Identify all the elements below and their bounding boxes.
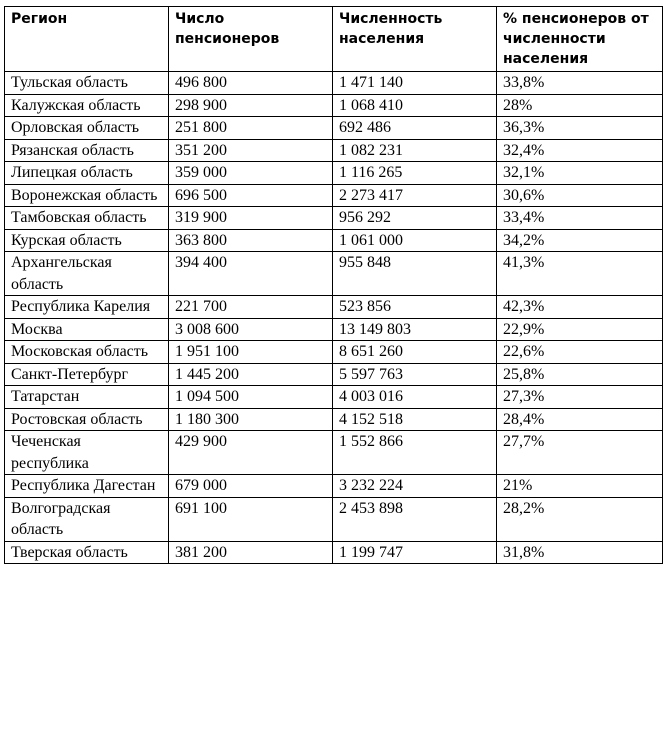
table-header (5, 7, 663, 72)
cell-pensioners: 394 400 (169, 252, 333, 296)
table-row (5, 497, 663, 541)
cell-pensioners: 351 200 (169, 139, 333, 162)
cell-pensioners: 1 180 300 (169, 408, 333, 431)
table-row (5, 541, 663, 564)
cell-pensioners: 3 008 600 (169, 318, 333, 341)
cell-percent: 34,2% (497, 229, 663, 252)
table-row (5, 72, 663, 95)
table-row (5, 162, 663, 185)
table-row (5, 296, 663, 319)
cell-percent: 32,4% (497, 139, 663, 162)
cell-pensioners: 221 700 (169, 296, 333, 319)
cell-region: Ростовская область (5, 408, 169, 431)
header-row (5, 7, 663, 72)
cell-population: 1 068 410 (333, 94, 497, 117)
cell-percent: 33,4% (497, 207, 663, 230)
cell-pensioners: 696 500 (169, 184, 333, 207)
cell-population: 956 292 (333, 207, 497, 230)
cell-percent: 41,3% (497, 252, 663, 296)
header-pensioners: Число пенсионеров (169, 7, 333, 72)
pensioners-table (4, 6, 663, 564)
cell-pensioners: 381 200 (169, 541, 333, 564)
cell-region: Тверская область (5, 541, 169, 564)
cell-region: Татарстан (5, 386, 169, 409)
table-row (5, 408, 663, 431)
cell-region: Республика Карелия (5, 296, 169, 319)
cell-population: 955 848 (333, 252, 497, 296)
cell-percent: 21% (497, 475, 663, 498)
cell-percent: 31,8% (497, 541, 663, 564)
cell-pensioners: 319 900 (169, 207, 333, 230)
cell-population: 1 082 231 (333, 139, 497, 162)
cell-percent: 27,7% (497, 431, 663, 475)
cell-pensioners: 1 951 100 (169, 341, 333, 364)
cell-percent: 22,6% (497, 341, 663, 364)
table-row (5, 431, 663, 475)
cell-percent: 30,6% (497, 184, 663, 207)
table-body (5, 72, 663, 564)
cell-region: Рязанская область (5, 139, 169, 162)
cell-pensioners: 1 445 200 (169, 363, 333, 386)
cell-region: Санкт-Петербург (5, 363, 169, 386)
cell-percent: 25,8% (497, 363, 663, 386)
table-row (5, 94, 663, 117)
cell-percent: 42,3% (497, 296, 663, 319)
cell-population: 1 116 265 (333, 162, 497, 185)
cell-population: 4 152 518 (333, 408, 497, 431)
cell-population: 8 651 260 (333, 341, 497, 364)
cell-region: Тульская область (5, 72, 169, 95)
cell-population: 523 856 (333, 296, 497, 319)
table-row (5, 318, 663, 341)
table-row (5, 363, 663, 386)
cell-region: Тамбовская область (5, 207, 169, 230)
cell-percent: 33,8% (497, 72, 663, 95)
table-row (5, 475, 663, 498)
cell-population: 1 199 747 (333, 541, 497, 564)
table-row (5, 207, 663, 230)
cell-percent: 28,2% (497, 497, 663, 541)
cell-population: 1 061 000 (333, 229, 497, 252)
cell-region: Московская область (5, 341, 169, 364)
cell-percent: 32,1% (497, 162, 663, 185)
table-row (5, 386, 663, 409)
table-row (5, 229, 663, 252)
cell-percent: 22,9% (497, 318, 663, 341)
cell-region: Республика Дагестан (5, 475, 169, 498)
cell-pensioners: 298 900 (169, 94, 333, 117)
cell-percent: 28,4% (497, 408, 663, 431)
cell-region: Москва (5, 318, 169, 341)
cell-region: Липецкая область (5, 162, 169, 185)
cell-pensioners: 363 800 (169, 229, 333, 252)
cell-pensioners: 251 800 (169, 117, 333, 140)
cell-population: 5 597 763 (333, 363, 497, 386)
cell-region: Орловская область (5, 117, 169, 140)
cell-population: 692 486 (333, 117, 497, 140)
cell-population: 1 552 866 (333, 431, 497, 475)
table-row (5, 252, 663, 296)
cell-pensioners: 691 100 (169, 497, 333, 541)
cell-population: 1 471 140 (333, 72, 497, 95)
cell-percent: 36,3% (497, 117, 663, 140)
cell-pensioners: 679 000 (169, 475, 333, 498)
cell-pensioners: 496 800 (169, 72, 333, 95)
cell-percent: 27,3% (497, 386, 663, 409)
cell-region: Воронежская область (5, 184, 169, 207)
cell-pensioners: 429 900 (169, 431, 333, 475)
table-row (5, 341, 663, 364)
header-region: Регион (5, 7, 169, 72)
cell-region: Калужская область (5, 94, 169, 117)
table-row (5, 184, 663, 207)
cell-population: 13 149 803 (333, 318, 497, 341)
cell-region: Чеченская республика (5, 431, 169, 475)
cell-percent: 28% (497, 94, 663, 117)
cell-pensioners: 359 000 (169, 162, 333, 185)
cell-population: 3 232 224 (333, 475, 497, 498)
cell-region: Архангельская область (5, 252, 169, 296)
table-row (5, 117, 663, 140)
cell-pensioners: 1 094 500 (169, 386, 333, 409)
cell-population: 2 273 417 (333, 184, 497, 207)
table-row (5, 139, 663, 162)
cell-population: 2 453 898 (333, 497, 497, 541)
cell-region: Курская область (5, 229, 169, 252)
cell-region: Волгоградская область (5, 497, 169, 541)
cell-population: 4 003 016 (333, 386, 497, 409)
header-percent: % пенсионеров от численности населения (497, 7, 663, 72)
header-population: Численность населения (333, 7, 497, 72)
